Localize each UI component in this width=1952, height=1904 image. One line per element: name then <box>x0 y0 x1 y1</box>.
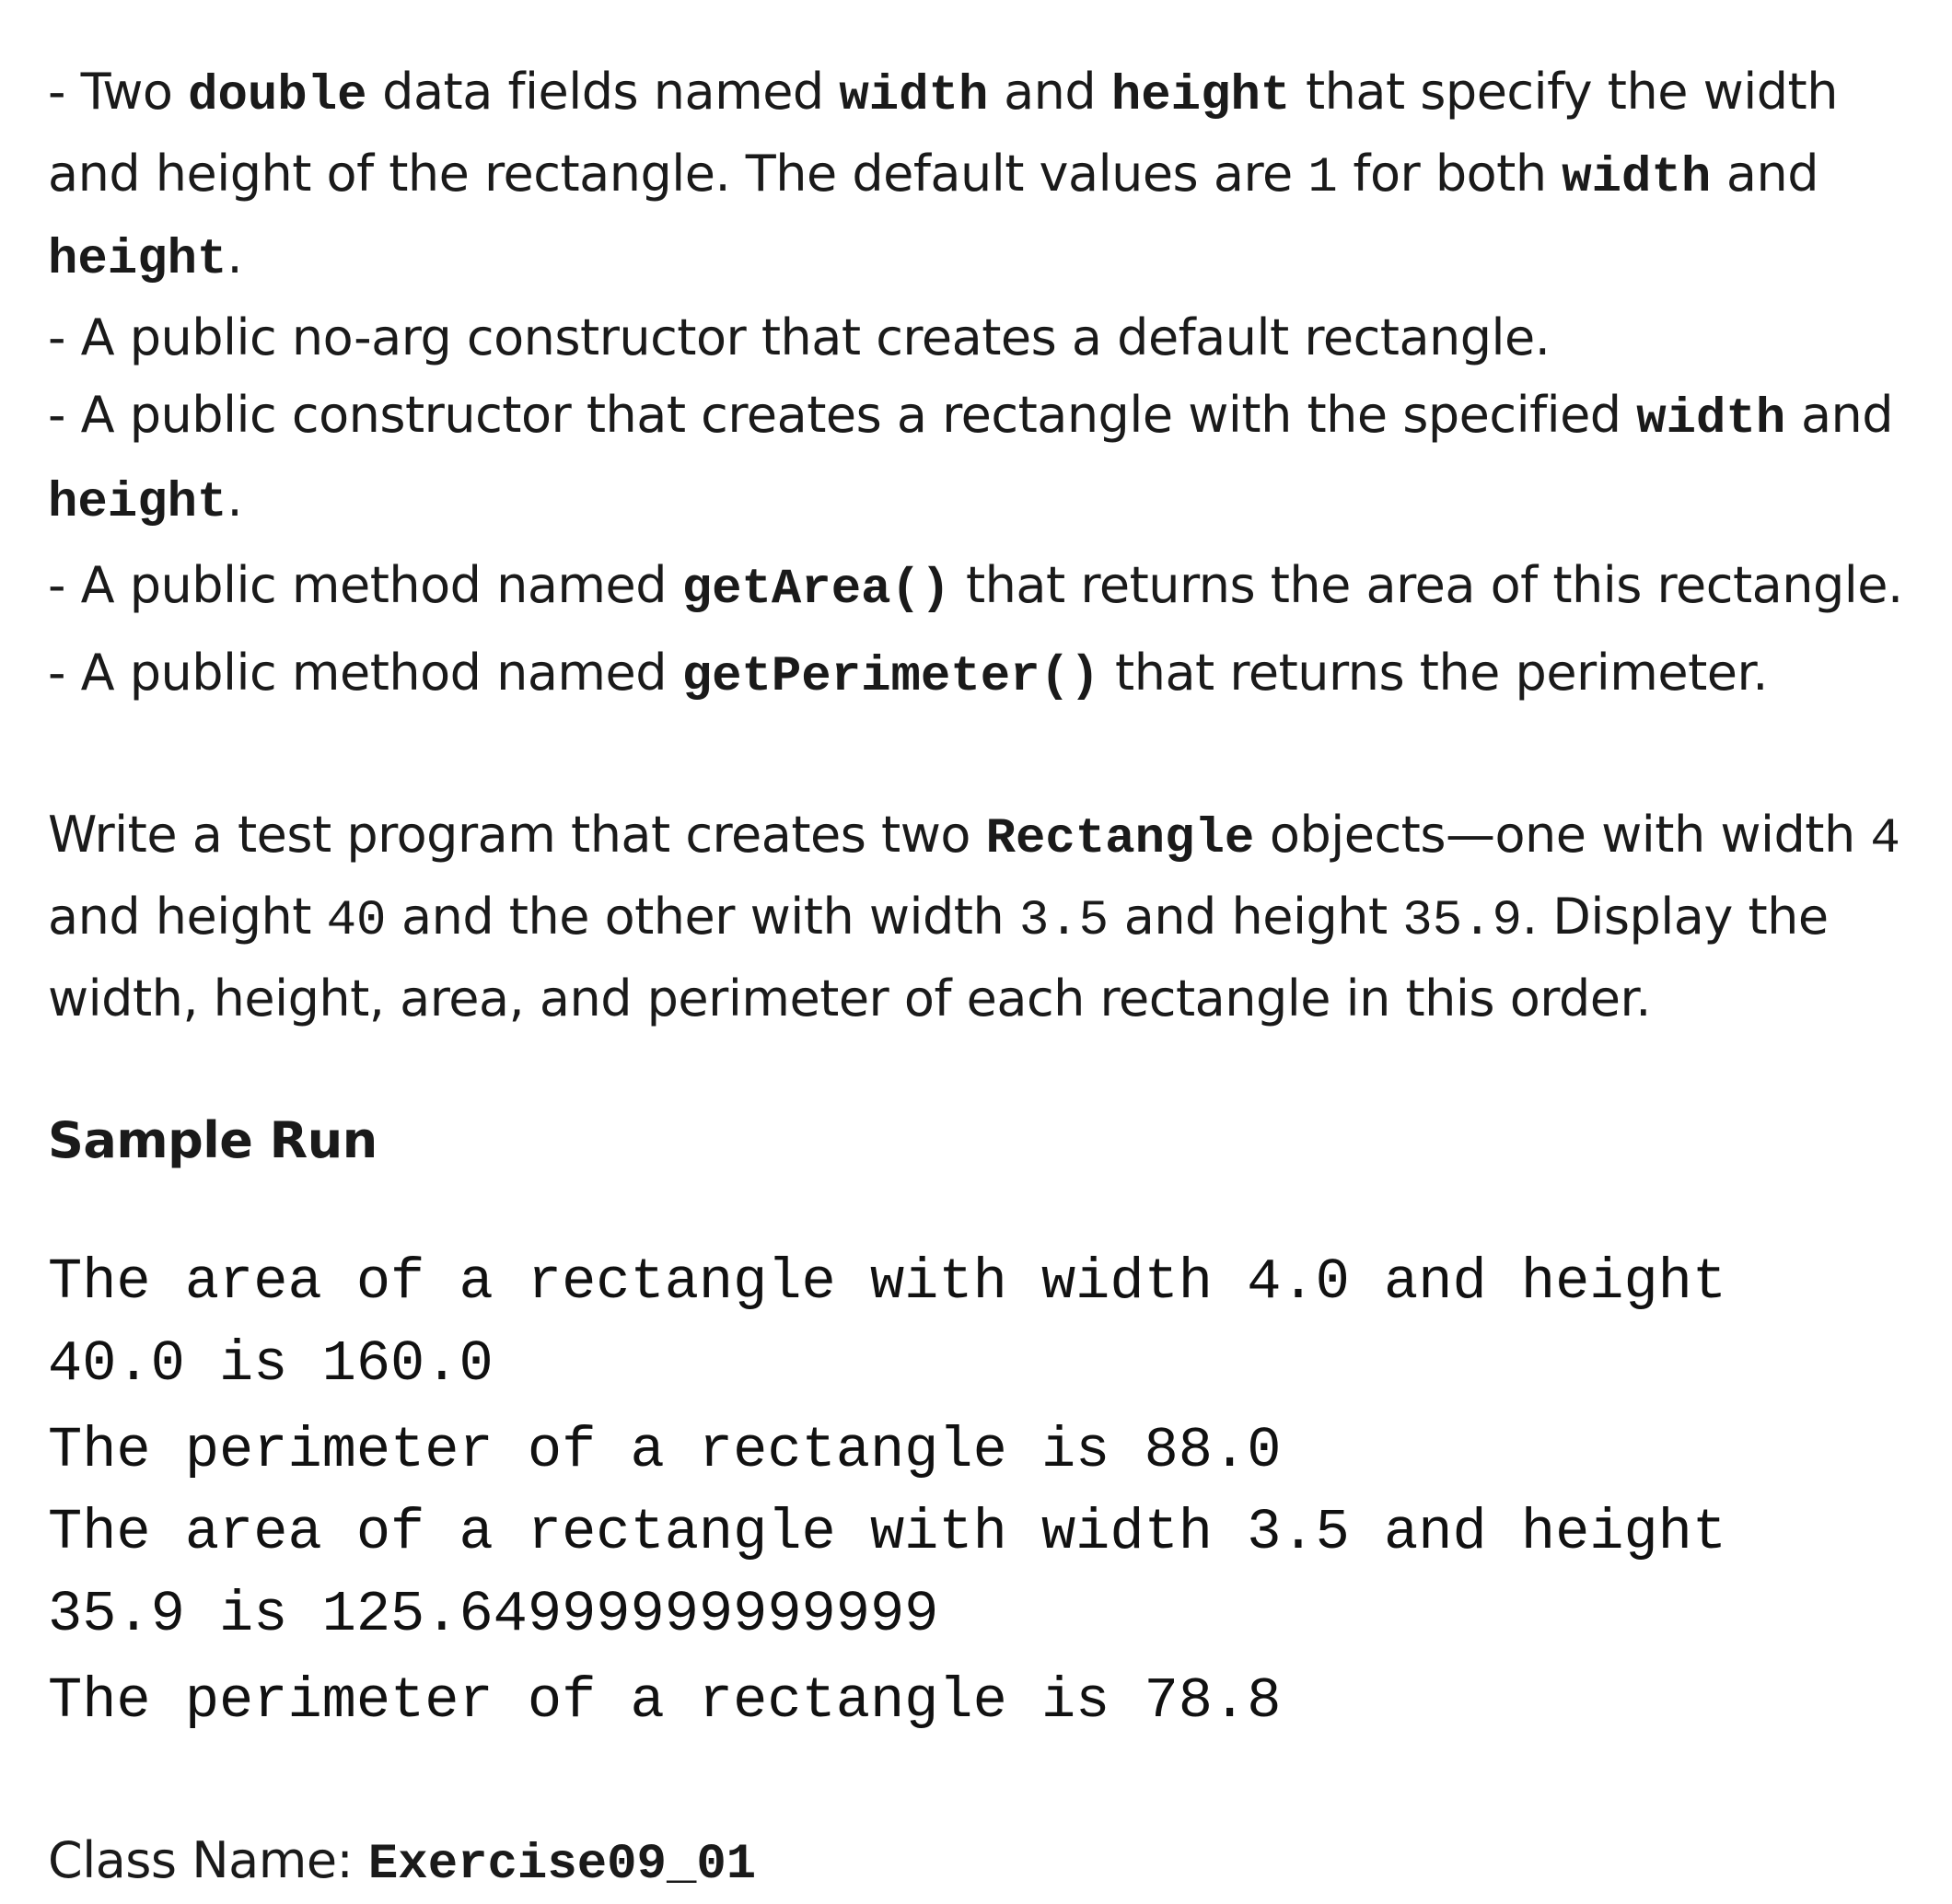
bullet-data-fields-line-3 <box>48 217 1926 299</box>
code-value: 4 <box>1870 811 1900 867</box>
text: . <box>227 470 243 528</box>
bullet-data-fields-line-1 <box>48 53 1926 135</box>
text: . <box>227 226 243 284</box>
code-value: 35.9 <box>1402 893 1522 949</box>
code-getperimeter: getPerimeter() <box>681 649 1100 705</box>
text: and the other with width <box>386 888 1019 946</box>
output-line: The area of a rectangle with width 3.5 and height <box>48 1500 1727 1565</box>
text: and <box>988 63 1111 121</box>
sample-run-heading: Sample Run <box>48 1111 378 1169</box>
bullet-no-arg-constructor <box>48 299 1926 377</box>
sample-run-output <box>48 1244 1926 1745</box>
bullet-data-fields-line-2 <box>48 135 1926 217</box>
exercise-description <box>48 53 1926 1904</box>
text: objects—one with width <box>1254 806 1871 864</box>
text: - Two <box>48 63 189 121</box>
text: . Display the <box>1521 888 1829 946</box>
output-line: 40.0 is 160.0 <box>48 1331 494 1397</box>
bullet-get-area <box>48 544 1926 632</box>
code-double: double <box>188 68 367 124</box>
code-getarea: getArea() <box>681 562 951 618</box>
code-value: 40 <box>326 893 387 949</box>
class-name-value: Exercise09_01 <box>367 1837 757 1893</box>
code-width: width <box>839 68 989 124</box>
output-line: The area of a rectangle with width 4.0 and height <box>48 1249 1727 1315</box>
bullet-constructor-line-2 <box>48 459 1926 544</box>
text: data fields named <box>366 63 840 121</box>
bullet-get-perimeter <box>48 632 1926 719</box>
text: - A public method named <box>48 644 682 702</box>
text: and <box>1711 145 1819 203</box>
class-name-label: Class Name: <box>48 1831 368 1889</box>
code-height: height <box>48 232 227 288</box>
text: - A public method named <box>48 556 682 614</box>
code-one: 1 <box>1307 150 1338 206</box>
text: that returns the perimeter. <box>1099 644 1768 702</box>
class-name <box>48 1822 1926 1904</box>
bullet-constructor-line-1 <box>48 377 1926 459</box>
text: - A public no-arg constructor that creates a default rectangle. <box>48 308 1551 366</box>
instructions-line-3 <box>48 960 1926 1038</box>
code-height: height <box>1110 68 1291 124</box>
code-height: height <box>48 475 227 531</box>
text: width, height, area, and perimeter of each rectangle in this order. <box>48 969 1651 1027</box>
code-width: width <box>1636 391 1786 447</box>
text: Write a test program that creates two <box>48 806 986 864</box>
text: and <box>1785 386 1894 444</box>
instructions-line-1 <box>48 796 1926 878</box>
instructions-line-2 <box>48 878 1926 960</box>
output-line: The perimeter of a rectangle is 78.8 <box>48 1668 1282 1734</box>
output-line: 35.9 is 125.64999999999999 <box>48 1582 939 1647</box>
code-rectangle: Rectangle <box>985 811 1255 867</box>
text: and height of the rectangle. The default values are <box>48 145 1308 203</box>
code-value: 3.5 <box>1018 893 1110 949</box>
code-width: width <box>1562 150 1712 206</box>
text: that returns the area of this rectangle. <box>950 556 1903 614</box>
text: and height <box>48 888 327 946</box>
text: that specify the width <box>1290 63 1838 121</box>
text: for both <box>1337 145 1563 203</box>
text: - A public constructor that creates a rectangle with the specified <box>48 386 1637 444</box>
text: and height <box>1109 888 1403 946</box>
output-line: The perimeter of a rectangle is 88.0 <box>48 1418 1282 1483</box>
